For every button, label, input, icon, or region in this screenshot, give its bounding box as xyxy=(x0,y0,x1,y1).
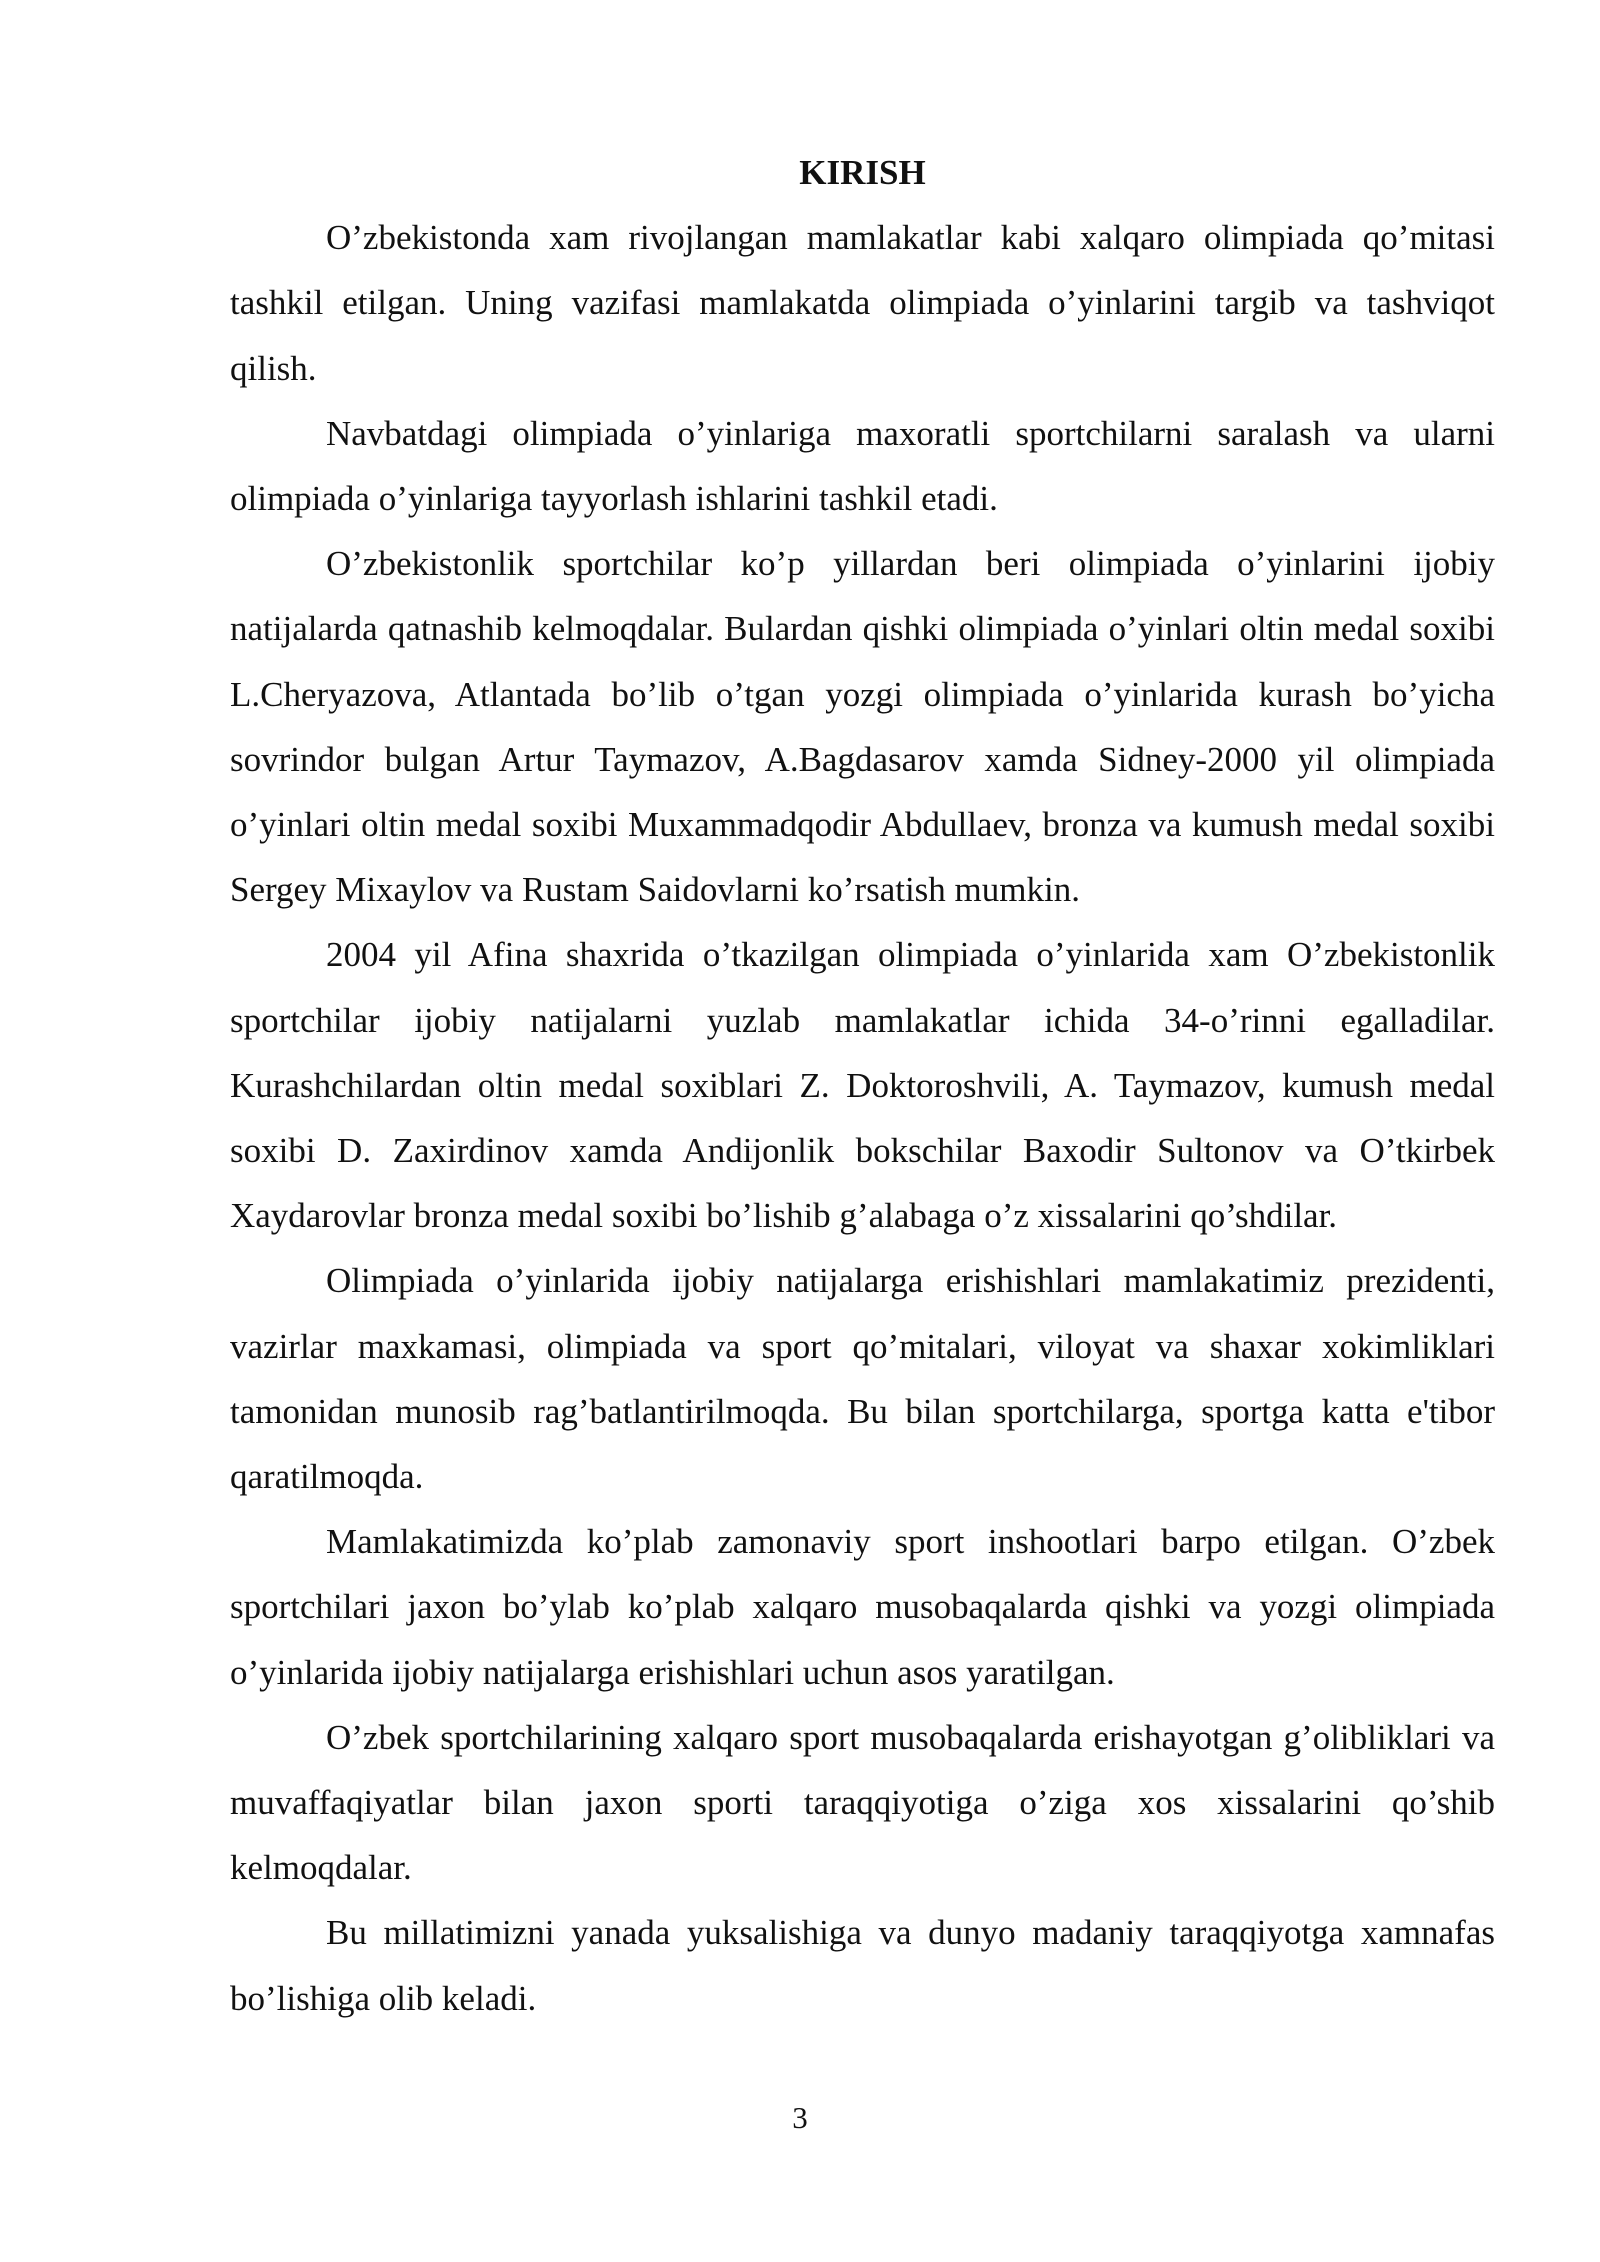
paragraph-6: Mamlakatimizda ko’plab zamonaviy sport inshootlari barpo etilgan. O’zbek sportchilari jaxon bo’ylab ko’plab xalqaro musobaqalarda qishki va yozgi olimpiada o’yinlarida ijobiy natijalarga erishishlari uchun asos yaratilgan. xyxy=(230,1522,1495,1692)
paragraph-2: Navbatdagi olimpiada o’yinlariga maxoratli sportchilarni saralash va ularni olimpiada o’yinlariga tayyorlash ishlarini tashkil etadi. xyxy=(230,413,1495,519)
page-content xyxy=(230,140,1495,2031)
paragraph-7: O’zbek sportchilarining xalqaro sport musobaqalarda erishayotgan g’olibliklari va muvaffaqiyatlar bilan jaxon sporti taraqqiyotiga o’ziga xos xissalarini qo’shib kelmoqdalar. xyxy=(230,1717,1495,1888)
paragraph-8: Bu millatimizni yanada yuksalishiga va dunyo madaniy taraqqiyotga xamnafas bo’lishiga olib keladi. xyxy=(230,1913,1495,2018)
paragraph-3: O’zbekistonlik sportchilar ko’p yillardan beri olimpiada o’yinlarini ijobiy natijalarda qatnashib kelmoqdalar. Bulardan qishki olimpiada o’yinlari oltin medal soxibi L.Cheryazova, Atlantada bo’lib o’tgan yozgi olimpiada o’yinlarida kurash bo’yicha sovrindor bulgan Artur Taymazov, A.Bagdasarov xamda Sidney-2000 yil olimpiada o’yinlari oltin medal soxibi Muxammadqodir Abdullaev, bronza va kumush medal soxibi Sergey Mixaylov va Rustam Saidovlarni ko’rsatish mumkin. xyxy=(230,544,1495,910)
paragraph-1: O’zbekistonda xam rivojlangan mamlakatlar kabi xalqaro olimpiada qo’mitasi tashkil etilgan. Uning vazifasi mamlakatda olimpiada o’yinlarini targib va tashviqot qilish. xyxy=(230,218,1495,388)
section-title: KIRISH xyxy=(799,153,926,192)
page-number: 3 xyxy=(792,2100,808,2135)
paragraph-5: Olimpiada o’yinlarida ijobiy natijalarga erishishlari mamlakatimiz prezidenti, vazirlar maxkamasi, olimpiada va sport qo’mitalari, viloyat va shaxar xokimliklari tamonidan munosib rag’batlantirilmoqda. Bu bilan sportchilarga, sportga katta e'tibor qaratilmoqda. xyxy=(230,1261,1495,1497)
paragraph-4: 2004 yil Afina shaxrida o’tkazilgan olimpiada o’yinlarida xam O’zbekistonlik sportchilar ijobiy natijalarni yuzlab mamlakatlar ichida 34-o’rinni egalladilar. Kurashchilardan oltin medal soxiblari Z. Doktoroshvili, A. Taymazov, kumush medal soxibi D. Zaxirdinov xamda Andijonlik bokschilar Baxodir Sultonov va O’tkirbek Xaydarovlar bronza medal soxibi bo’lishib g’alabaga o’z xissalarini qo’shdilar. xyxy=(230,935,1495,1236)
